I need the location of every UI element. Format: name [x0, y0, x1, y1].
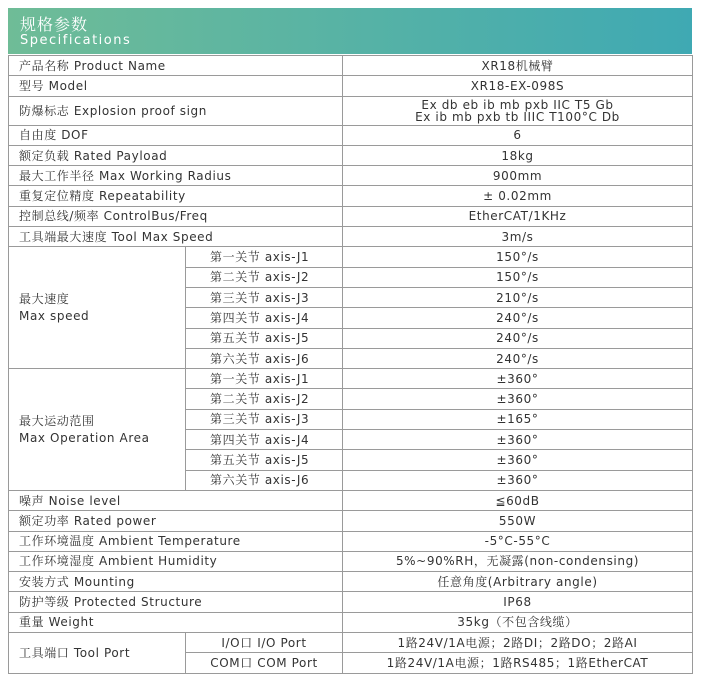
speed-value-j4: 240°/s — [343, 308, 693, 328]
label-dof: 自由度 DOF — [9, 125, 343, 145]
label-model: 型号 Model — [9, 76, 343, 96]
row-payload — [9, 145, 693, 165]
value-radius: 900mm — [343, 166, 693, 186]
speed-axis-j4: 第四关节 axis-J4 — [186, 308, 343, 328]
row-humidity — [9, 551, 693, 571]
value-temperature: -5°C-55°C — [343, 531, 693, 551]
range-axis-j6: 第六关节 axis-J6 — [186, 470, 343, 490]
io-port-name: I/O口 I/O Port — [186, 633, 343, 653]
value-payload: 18kg — [343, 145, 693, 165]
header-title-en: Specifications — [20, 33, 132, 48]
label-max-speed-en: Max speed — [19, 308, 90, 323]
range-value-j4: ±360° — [343, 430, 693, 450]
specifications-header — [8, 8, 692, 54]
value-protection: IP68 — [343, 592, 693, 612]
label-protection: 防护等级 Protected Structure — [9, 592, 343, 612]
speed-axis-j3: 第三关节 axis-J3 — [186, 287, 343, 307]
speed-value-j5: 240°/s — [343, 328, 693, 348]
speed-axis-j6: 第六关节 axis-J6 — [186, 348, 343, 368]
speed-value-j3: 210°/s — [343, 287, 693, 307]
com-port-name: COM口 COM Port — [186, 653, 343, 673]
label-mounting: 安装方式 Mounting — [9, 572, 343, 592]
row-range-j1 — [9, 369, 693, 389]
value-product-name: XR18机械臂 — [343, 56, 693, 76]
range-value-j2: ±360° — [343, 389, 693, 409]
row-dof — [9, 125, 693, 145]
label-max-speed — [9, 247, 186, 369]
row-protection — [9, 592, 693, 612]
row-tool-speed — [9, 227, 693, 247]
range-value-j6: ±360° — [343, 470, 693, 490]
speed-value-j6: 240°/s — [343, 348, 693, 368]
com-port-value: 1路24V/1A电源；1路RS485；1路EtherCAT — [343, 653, 693, 673]
header-title-cn: 规格参数 — [20, 15, 89, 34]
label-max-range-cn: 最大运动范围 — [19, 413, 95, 428]
label-tool-port: 工具端口 Tool Port — [9, 633, 186, 674]
speed-axis-j1: 第一关节 axis-J1 — [186, 247, 343, 267]
row-tool-port-io — [9, 633, 693, 653]
label-power: 额定功率 Rated power — [9, 511, 343, 531]
label-weight: 重量 Weight — [9, 612, 343, 632]
row-model — [9, 76, 693, 96]
label-repeatability: 重复定位精度 Repeatability — [9, 186, 343, 206]
label-controlbus: 控制总线/频率 ControlBus/Freq — [9, 206, 343, 226]
row-noise — [9, 490, 693, 510]
label-payload: 额定负载 Rated Payload — [9, 145, 343, 165]
label-tool-speed: 工具端最大速度 Tool Max Speed — [9, 227, 343, 247]
value-explosion — [343, 96, 693, 125]
label-max-speed-cn: 最大速度 — [19, 291, 70, 306]
speed-axis-j2: 第二关节 axis-J2 — [186, 267, 343, 287]
value-weight: 35kg（不包含线缆） — [343, 612, 693, 632]
row-speed-j1 — [9, 247, 693, 267]
row-mounting — [9, 572, 693, 592]
speed-axis-j5: 第五关节 axis-J5 — [186, 328, 343, 348]
value-mounting: 任意角度(Arbitrary angle) — [343, 572, 693, 592]
label-radius: 最大工作半径 Max Working Radius — [9, 166, 343, 186]
range-axis-j2: 第二关节 axis-J2 — [186, 389, 343, 409]
range-axis-j4: 第四关节 axis-J4 — [186, 430, 343, 450]
range-value-j5: ±360° — [343, 450, 693, 470]
row-repeatability — [9, 186, 693, 206]
row-radius — [9, 166, 693, 186]
label-explosion: 防爆标志 Explosion proof sign — [9, 96, 343, 125]
row-explosion — [9, 96, 693, 125]
value-controlbus: EtherCAT/1KHz — [343, 206, 693, 226]
range-value-j1: ±360° — [343, 369, 693, 389]
value-explosion-line1: Ex db eb ib mb pxb IIC T5 Gb — [421, 97, 614, 112]
range-value-j3: ±165° — [343, 409, 693, 429]
label-max-range-en: Max Operation Area — [19, 430, 150, 445]
speed-value-j2: 150°/s — [343, 267, 693, 287]
value-tool-speed: 3m/s — [343, 227, 693, 247]
value-noise: ≦60dB — [343, 490, 693, 510]
io-port-value: 1路24V/1A电源；2路DI；2路DO；2路AI — [343, 633, 693, 653]
label-max-range — [9, 369, 186, 491]
row-product-name — [9, 56, 693, 76]
row-controlbus — [9, 206, 693, 226]
value-model: XR18-EX-098S — [343, 76, 693, 96]
value-repeatability: ± 0.02mm — [343, 186, 693, 206]
label-humidity: 工作环境湿度 Ambient Humidity — [9, 551, 343, 571]
value-humidity: 5%~90%RH，无凝露(non-condensing) — [343, 551, 693, 571]
row-power — [9, 511, 693, 531]
speed-value-j1: 150°/s — [343, 247, 693, 267]
value-explosion-line2: Ex ib mb pxb tb IIIC T100°C Db — [415, 109, 620, 124]
row-weight — [9, 612, 693, 632]
range-axis-j1: 第一关节 axis-J1 — [186, 369, 343, 389]
spec-table — [8, 55, 693, 674]
range-axis-j5: 第五关节 axis-J5 — [186, 450, 343, 470]
value-power: 550W — [343, 511, 693, 531]
label-product-name: 产品名称 Product Name — [9, 56, 343, 76]
range-axis-j3: 第三关节 axis-J3 — [186, 409, 343, 429]
row-temperature — [9, 531, 693, 551]
label-temperature: 工作环境温度 Ambient Temperature — [9, 531, 343, 551]
label-noise: 噪声 Noise level — [9, 490, 343, 510]
value-dof: 6 — [343, 125, 693, 145]
